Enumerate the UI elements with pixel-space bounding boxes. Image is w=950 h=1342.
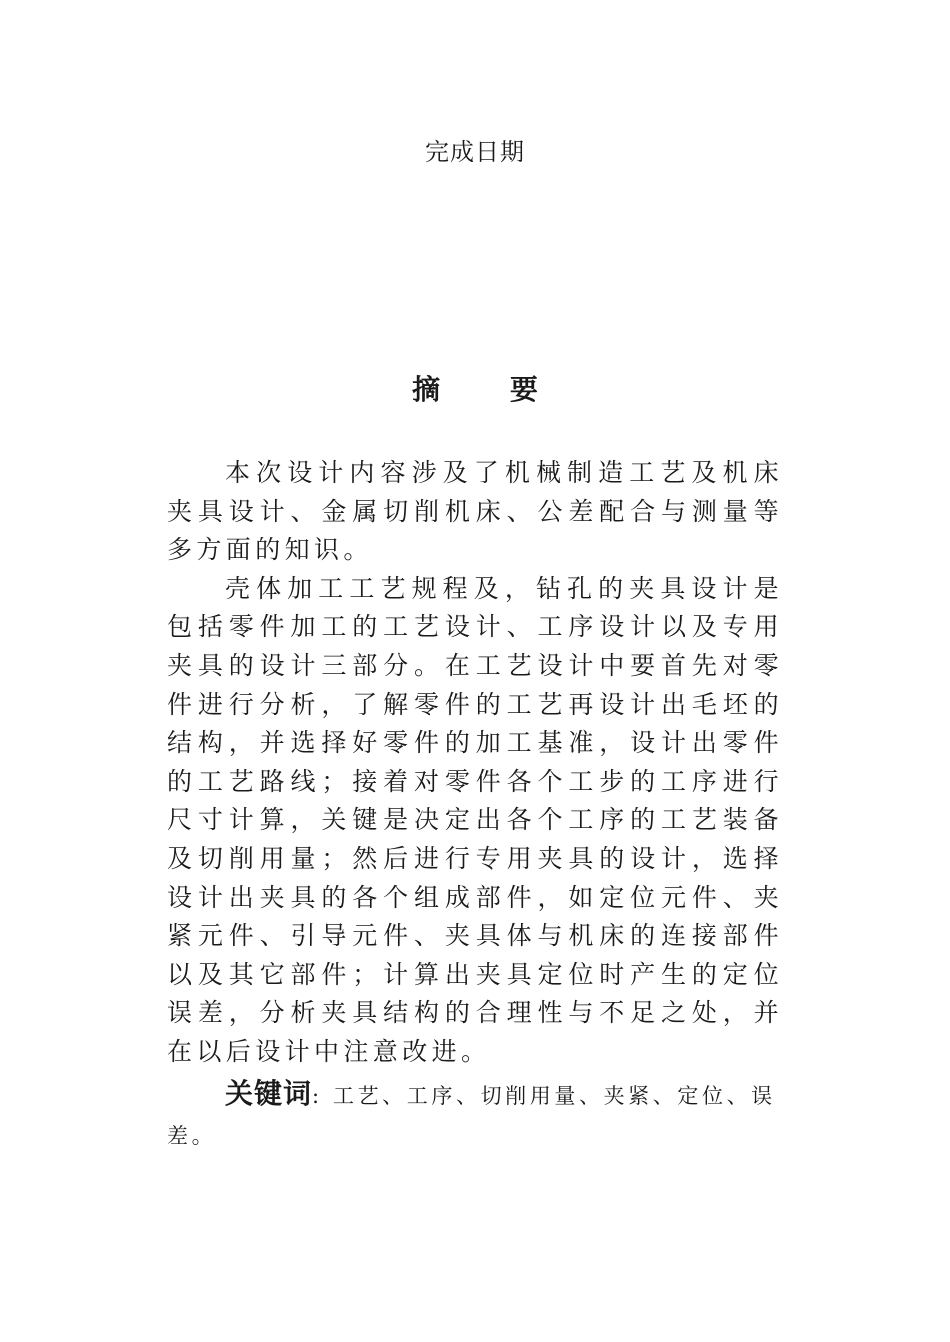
completion-date-label: 完成日期 bbox=[425, 138, 525, 166]
abstract-title: 摘 要 bbox=[412, 373, 568, 406]
keywords-separator: : bbox=[312, 1084, 323, 1108]
abstract-paragraph-2: 壳体加工工艺规程及，钻孔的夹具设计是包括零件加工的工艺设计、工序设计以及专用夹具的设计三部分。在工艺设计中要首先对零件进行分析，了解零件的工艺再设计出毛坯的结构，并选择好零件的加工基准，设计出零件的工艺路线；接着对零件各个工步的工序进行尺寸计算，关键是决定出各个工序的工艺装备及切削用量；然后进行专用夹具的设计，选择设计出夹具的各个组成部件，如定位元件、夹紧元件、引导元件、夹具体与机床的连接部件以及其它部件；计算出夹具定位时产生的定位误差，分析夹具结构的合理性与不足之处，并在以后设计中注意改进。 bbox=[167, 573, 783, 1066]
keywords-text: 工艺、工序、切削用量、夹紧、定位、误差。 bbox=[167, 1084, 776, 1148]
abstract-paragraph-1: 本次设计内容涉及了机械制造工艺及机床夹具设计、金属切削机床、公差配合与测量等多方面的知识。 bbox=[167, 458, 783, 565]
keywords-line bbox=[167, 1074, 783, 1156]
abstract-body bbox=[167, 454, 783, 1072]
keywords-label: 关键词 bbox=[225, 1077, 313, 1110]
